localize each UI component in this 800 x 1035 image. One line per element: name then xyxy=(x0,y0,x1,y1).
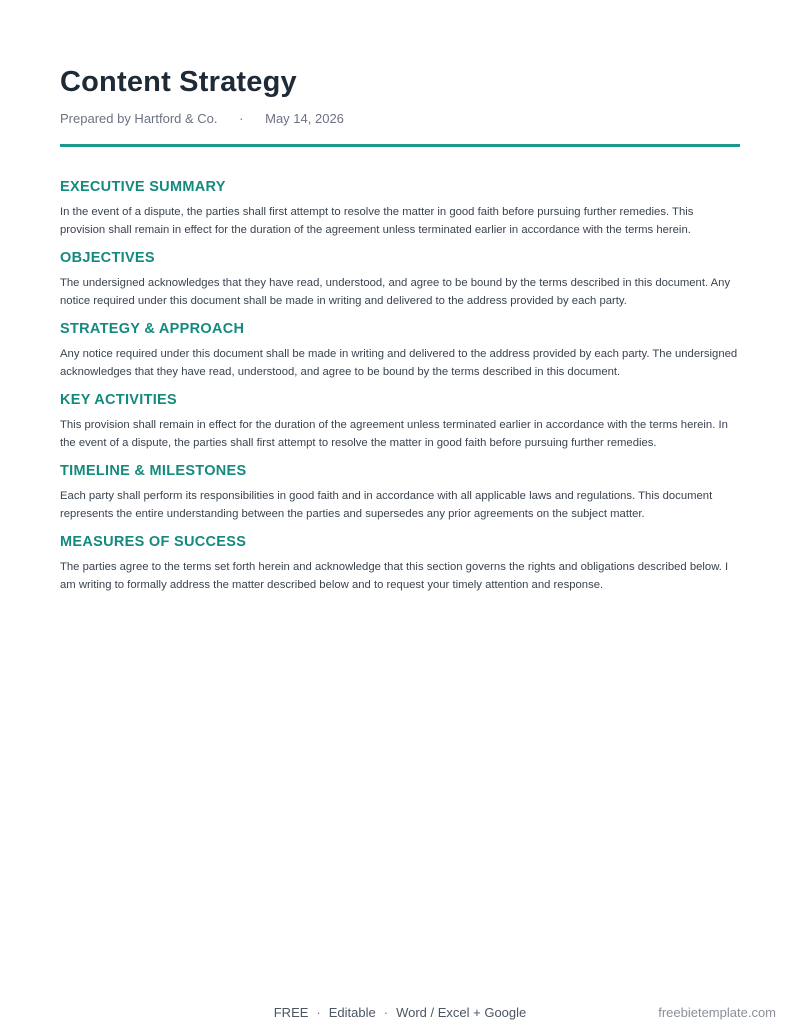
footer-free: FREE xyxy=(273,1005,309,1020)
section-body: The undersigned acknowledges that they have read, understood, and agree to be bound by the terms described in this document. Any notice required under this document shall be made in writing and delivered to the address provided by each party. xyxy=(60,277,731,307)
section-body: Any notice required under this document shall be made in writing and delivered to the address provided by each party. The undersigned acknowledges that they have read, understood, and agree to be bound by the terms described in this document. xyxy=(60,348,738,378)
section-body: This provision shall remain in effect for the duration of the agreement unless terminated earlier in accordance with the terms herein. In the event of a dispute, the parties shall first attempt to resolve the matter in good faith before pursuing further remedies. xyxy=(60,419,728,449)
document-title: Content Strategy xyxy=(60,66,297,98)
section-heading: STRATEGY & APPROACH xyxy=(60,321,245,337)
section-heading: EXECUTIVE SUMMARY xyxy=(60,179,226,195)
page-footer xyxy=(0,1004,800,1022)
footer-dot: · xyxy=(383,1005,389,1020)
header-divider xyxy=(60,144,740,147)
section-heading: KEY ACTIVITIES xyxy=(60,392,177,408)
section-key-activities xyxy=(60,390,740,452)
document-meta xyxy=(60,110,740,128)
section-heading: MEASURES OF SUCCESS xyxy=(60,534,247,550)
prepared-by: Prepared by Hartford & Co. xyxy=(60,111,218,126)
sections-container xyxy=(60,177,740,594)
footer-site-link[interactable]: freebietemplate.com xyxy=(658,1005,776,1020)
section-measures-of-success xyxy=(60,532,740,594)
document-content xyxy=(60,62,740,594)
footer-dot: · xyxy=(316,1005,321,1020)
section-heading: OBJECTIVES xyxy=(60,250,155,266)
section-timeline-milestones xyxy=(60,461,740,523)
section-executive-summary xyxy=(60,177,740,239)
document-date: May 14, 2026 xyxy=(265,111,344,126)
footer-formats: Word / Excel + Google xyxy=(396,1005,527,1020)
section-strategy-approach xyxy=(60,319,740,381)
section-body: Each party shall perform its responsibilities in good faith and in accordance with all applicable laws and regulations. This document represents the entire understanding between the parties and supersedes any prior agreements on the subject matter. xyxy=(60,490,713,520)
meta-separator: · xyxy=(239,111,244,126)
section-body: The parties agree to the terms set forth herein and acknowledge that this section governs the rights and obligations described below. I am writing to formally address the matter described below and to request your timely attention and response. xyxy=(60,561,729,591)
section-heading: TIMELINE & MILESTONES xyxy=(60,463,247,479)
footer-editable: Editable xyxy=(328,1005,376,1020)
section-objectives xyxy=(60,248,740,310)
section-body: In the event of a dispute, the parties shall first attempt to resolve the matter in good faith before pursuing further remedies. This provision shall remain in effect for the duration of the agreement unless terminated earlier in accordance with the terms herein. xyxy=(60,206,694,236)
